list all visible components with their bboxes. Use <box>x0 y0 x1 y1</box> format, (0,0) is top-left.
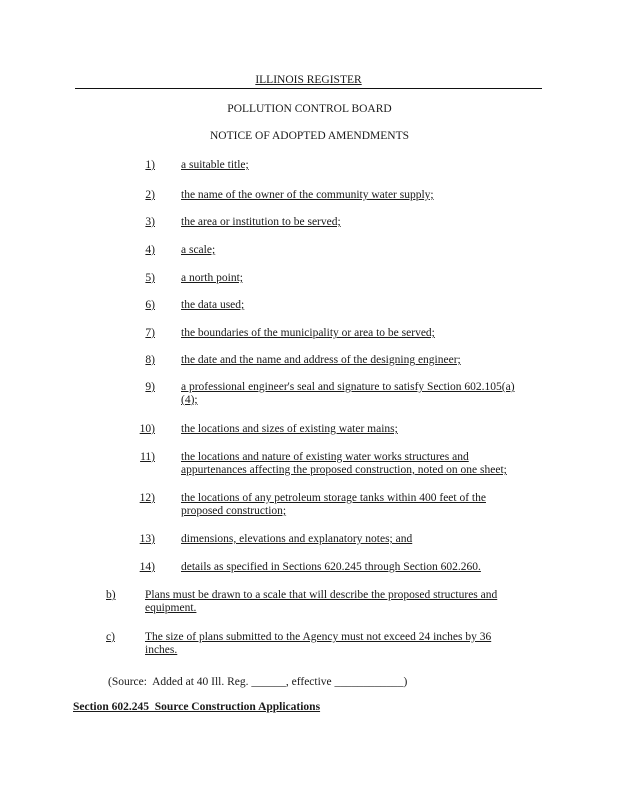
item-number: 3) <box>145 216 155 228</box>
subsection-letter: c) <box>106 631 115 643</box>
subsection-text: The size of plans submitted to the Agency must not exceed 24 inches by 36 inches. <box>145 631 492 656</box>
item-number: 14) <box>139 561 155 573</box>
item-text: the data used; <box>181 299 245 311</box>
notice-title: NOTICE OF ADOPTED AMENDMENTS <box>209 130 410 142</box>
subsection-letter: b) <box>106 589 116 601</box>
item-number: 8) <box>145 354 155 366</box>
item-number: 10) <box>139 423 155 435</box>
item-number: 4) <box>145 244 155 256</box>
item-number: 13) <box>139 533 155 545</box>
item-number: 12) <box>139 492 155 504</box>
item-number: 11) <box>140 451 155 463</box>
item-text: the date and the name and address of the designing engineer; <box>181 354 461 366</box>
item-text: details as specified in Sections 620.245 through Section 602.260. <box>181 561 481 573</box>
item-text: a scale; <box>181 244 216 256</box>
item-number: 2) <box>145 189 155 201</box>
item-text: the locations and sizes of existing water mains; <box>181 423 398 435</box>
section-heading: Section 602.245 Source Construction Applications <box>73 701 321 713</box>
item-number: 6) <box>145 299 155 311</box>
board-title: POLLUTION CONTROL BOARD <box>227 103 392 115</box>
item-text: a professional engineer's seal and signature to satisfy Section 602.105(a)(4); <box>181 381 515 406</box>
source-note: (Source: Added at 40 Ill. Reg. ______, effective ____________) <box>108 676 408 688</box>
subsection-text: Plans must be drawn to a scale that will describe the proposed structures and equipment. <box>145 589 498 614</box>
item-text: a north point; <box>181 272 243 284</box>
item-text: the area or institution to be served; <box>181 216 341 228</box>
item-text: the locations of any petroleum storage tanks within 400 feet of the proposed construction; <box>181 492 486 517</box>
item-number: 5) <box>145 272 155 284</box>
register-header <box>75 74 542 89</box>
item-number: 7) <box>145 327 155 339</box>
item-text: a suitable title; <box>181 159 249 171</box>
item-number: 9) <box>145 381 155 393</box>
item-text: dimensions, elevations and explanatory notes; and <box>181 533 413 545</box>
item-text: the locations and nature of existing water works structures and appurtenances affecting the proposed construction, noted on one sheet; <box>181 451 507 476</box>
item-text: the name of the owner of the community water supply; <box>181 189 434 201</box>
item-text: the boundaries of the municipality or area to be served; <box>181 327 435 339</box>
item-number: 1) <box>145 159 155 171</box>
register-title: ILLINOIS REGISTER <box>255 74 362 86</box>
